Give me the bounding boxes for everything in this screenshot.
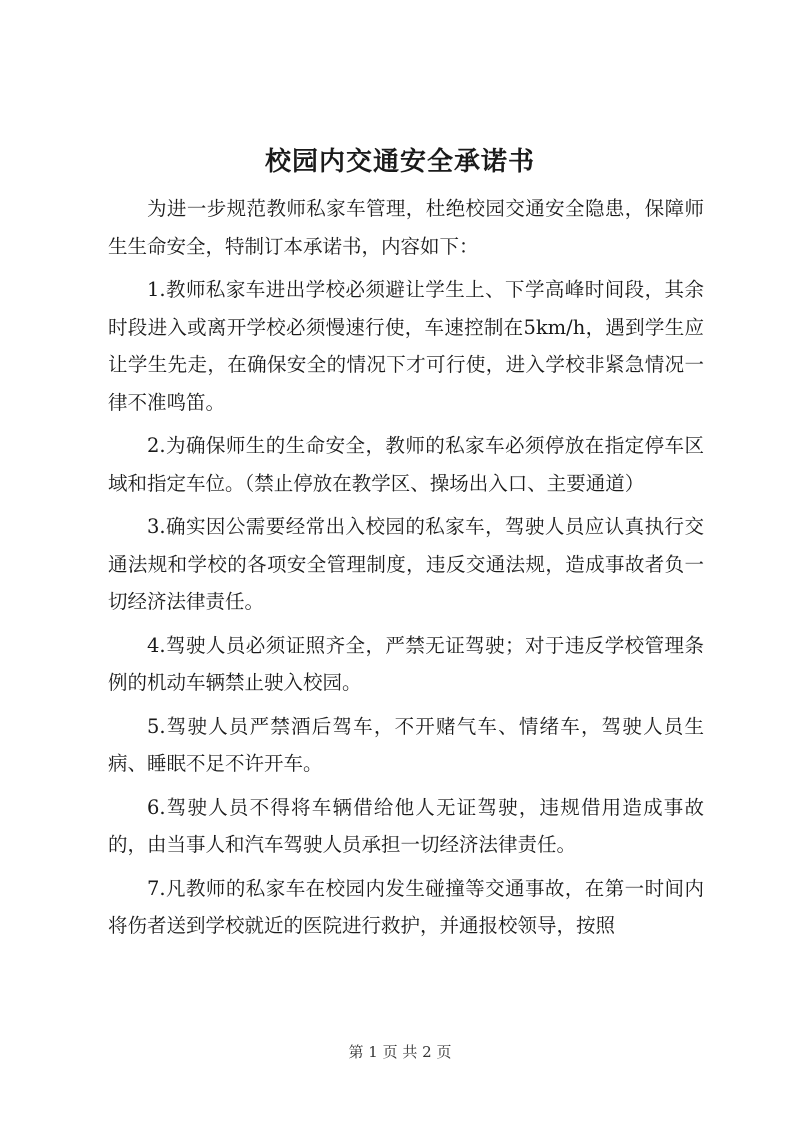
clause-5-paragraph: 5.驾驶人员严禁酒后驾车，不开赌气车、情绪车，驾驶人员生病、睡眠不足不许开车。 (108, 714, 704, 775)
clause-6-paragraph: 6.驾驶人员不得将车辆借给他人无证驾驶，违规借用造成事故的，由当事人和汽车驾驶人员承担一切经济法律责任。 (108, 795, 704, 856)
document-body (108, 190, 704, 951)
clause-4-paragraph: 4.驾驶人员必须证照齐全，严禁无证驾驶；对于违反学校管理条例的机动车辆禁止驶入校园。 (108, 633, 704, 694)
clause-2-paragraph: 2.为确保师生的生命安全，教师的私家车必须停放在指定停车区域和指定车位。（禁止停放在教学区、操场出入口、主要通道） (108, 434, 704, 495)
document-title: 校园内交通安全承诺书 (264, 147, 535, 177)
clause-7-paragraph: 7.凡教师的私家车在校园内发生碰撞等交通事故，在第一时间内将伤者送到学校就近的医院进行救护，并通报校领导，按照 (108, 876, 704, 937)
page-number-footer: 第 1 页 共 2 页 (348, 1043, 452, 1061)
clause-1-paragraph: 1.教师私家车进出学校必须避让学生上、下学高峰时间段，其余时段进入或离开学校必须慢速行使，车速控制在5km/h，遇到学生应让学生先走，在确保安全的情况下才可行使，进入学校非紧急情况一律不准鸣笛。 (108, 278, 704, 414)
clause-3-paragraph: 3.确实因公需要经常出入校园的私家车，驾驶人员应认真执行交通法规和学校的各项安全管理制度，违反交通法规，造成事故者负一切经济法律责任。 (108, 515, 704, 613)
intro-paragraph: 为进一步规范教师私家车管理，杜绝校园交通安全隐患，保障师生生命安全，特制订本承诺书，内容如下： (108, 197, 704, 258)
